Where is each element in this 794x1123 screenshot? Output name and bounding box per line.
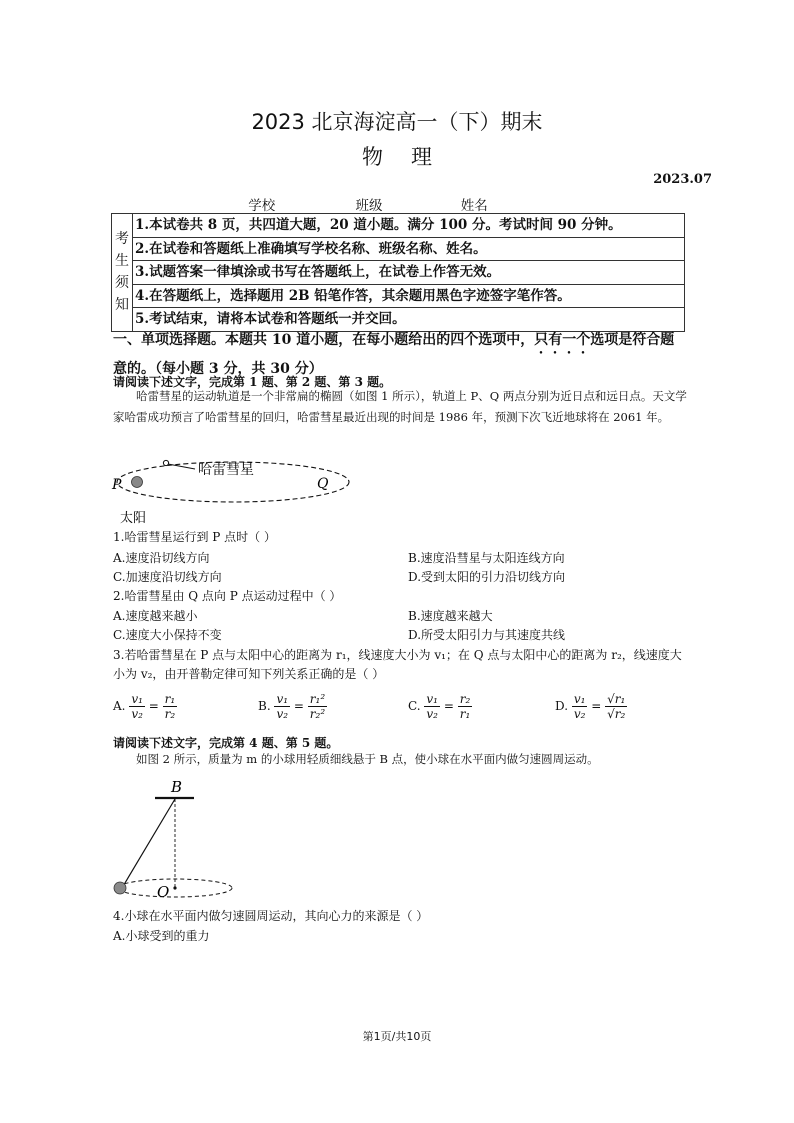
q4-option-a[interactable]: A.小球受到的重力 xyxy=(113,929,210,943)
denominator: r₂ xyxy=(164,707,176,721)
q-label: Q xyxy=(317,476,329,492)
school-label: 学校 xyxy=(248,198,276,214)
option-letter: D. xyxy=(555,699,569,713)
q2-option-b[interactable]: B.速度越来越大 xyxy=(408,609,493,623)
notice-item: 5.考试结束，请将本试卷和答题纸一并交回。 xyxy=(133,308,685,332)
question-1-stem: 1.哈雷彗星运行到 P 点时（ ） xyxy=(113,530,276,544)
section-heading-part: 选项是符合题意的。（每小题 3 分，共 30 分） xyxy=(113,332,675,377)
denominator: v₂ xyxy=(131,707,143,721)
fraction-v1-v2 xyxy=(129,692,145,721)
notice-item: 3.试题答案一律填涂或书写在答题纸上，在试卷上作答无效。 xyxy=(133,261,685,285)
denominator: v₂ xyxy=(573,707,586,721)
comet-label: 哈雷彗星 xyxy=(198,462,254,478)
q2-option-c[interactable]: C.速度大小保持不变 xyxy=(113,628,222,642)
comet-icon xyxy=(163,460,168,465)
fraction-r1-r2 xyxy=(163,692,178,721)
fraction-v1-v2 xyxy=(424,692,440,721)
figure-comet-orbit xyxy=(108,452,358,528)
reading-intro-2: 请阅读下述文字，完成第 4 题、第 5 题。 xyxy=(113,736,339,750)
fraction-sqrt-r1-r2 xyxy=(605,692,627,721)
student-info-line xyxy=(0,194,794,214)
q3-option-b[interactable] xyxy=(258,692,327,721)
numerator: r₂ xyxy=(459,692,471,706)
b-label: B xyxy=(171,778,183,796)
fraction-r1sq-r2sq xyxy=(308,692,327,721)
denominator: r₁ xyxy=(459,707,471,721)
figure-conical-pendulum xyxy=(108,774,244,900)
equals-sign: = xyxy=(443,699,454,713)
q1-option-c[interactable]: C.加速度沿切线方向 xyxy=(113,570,222,584)
q3-option-c[interactable] xyxy=(408,692,472,721)
subject-title: 物理 xyxy=(362,145,460,169)
question-3-stem-line2: 小为 v₂，由开普勒定律可知下列关系正确的是（ ） xyxy=(113,667,385,681)
denominator: r₂² xyxy=(309,707,326,721)
center-point xyxy=(173,886,176,889)
section-heading-part: 一、单项选择题。本题共 10 道小题，在每小题给出的四个选项中， xyxy=(113,332,535,348)
question-3-stem-line1: 3.若哈雷彗星在 P 点与太阳中心的距离为 r₁，线速度大小为 v₁；在 Q 点与太阳中心的距离为 r₂，线速度大 xyxy=(113,648,682,662)
q2-option-d[interactable]: D.所受太阳引力与其速度共线 xyxy=(408,628,566,642)
notice-head-char: 考 xyxy=(115,231,129,248)
numerator: r₁² xyxy=(309,692,326,706)
reading-passage: 哈雷彗星的运动轨道是一个非常扁的椭圆（如图 1 所示），轨道上 P、Q 两点分别为近日点和远日点。天文学家哈雷成功预言了哈雷彗星的回归，哈雷彗星最近出现的时间是 1986 年，预测下次飞近地球将在 2061 年。 xyxy=(113,389,687,424)
q1-option-a[interactable]: A.速度沿切线方向 xyxy=(113,551,210,565)
option-letter: C. xyxy=(408,699,421,713)
denominator: v₂ xyxy=(276,707,289,721)
sun-label: 太阳 xyxy=(120,511,147,526)
option-letter: A. xyxy=(113,699,126,713)
reading-intro: 请阅读下述文字，完成第 1 题、第 2 题、第 3 题。 xyxy=(113,375,392,389)
string-line xyxy=(122,799,175,888)
equals-sign: = xyxy=(293,699,304,713)
q3-option-a[interactable] xyxy=(113,692,177,721)
question-4-stem: 4.小球在水平面内做匀速圆周运动，其向心力的来源是（ ） xyxy=(113,909,429,923)
numerator: r₁ xyxy=(164,692,176,706)
q2-option-a[interactable]: A.速度越来越小 xyxy=(113,609,198,623)
numerator: √r₁ xyxy=(607,692,626,706)
q1-option-b[interactable]: B.速度沿彗星与太阳连线方向 xyxy=(408,551,565,565)
numerator: v₁ xyxy=(426,692,438,706)
exam-title: 2023 北京海淀高一（下）期末 xyxy=(251,110,543,134)
ball-icon xyxy=(114,882,126,894)
denominator: v₂ xyxy=(426,707,438,721)
notice-head-char: 生 xyxy=(115,253,129,270)
numerator: v₁ xyxy=(131,692,143,706)
notice-heading xyxy=(112,214,133,332)
page-number: 第1页/共10页 xyxy=(362,1030,432,1043)
equals-sign: = xyxy=(148,699,159,713)
school-blank xyxy=(275,199,337,214)
class-label: 班级 xyxy=(355,198,383,214)
name-label: 姓名 xyxy=(460,198,488,214)
denominator: √r₂ xyxy=(607,707,626,721)
option-letter: B. xyxy=(258,699,271,713)
equals-sign: = xyxy=(591,699,602,713)
fraction-v1-v2 xyxy=(572,692,588,721)
reading-passage-2: 如图 2 所示，质量为 m 的小球用轻质细线悬于 B 点，使小球在水平面内做匀速圆周运动。 xyxy=(136,752,599,766)
notice-table xyxy=(111,213,685,332)
fraction-v1-v2 xyxy=(274,692,290,721)
fraction-r2-r1 xyxy=(458,692,473,721)
name-blank xyxy=(488,199,546,214)
class-blank xyxy=(383,199,443,214)
question-2-stem: 2.哈雷彗星由 Q 点向 P 点运动过程中（ ） xyxy=(113,589,342,603)
o-label: O xyxy=(157,883,170,900)
numerator: v₁ xyxy=(573,692,586,706)
notice-item: 4.在答题纸上，选择题用 2B 铅笔作答，其余题用黑色字迹签字笔作答。 xyxy=(133,284,685,308)
comet-leader-line xyxy=(168,464,195,469)
notice-head-char: 须 xyxy=(115,275,129,292)
sun-icon xyxy=(132,477,143,488)
p-label: P xyxy=(112,477,122,493)
notice-item: 1.本试卷共 8 页，共四道大题，20 道小题。满分 100 分。考试时间 90 分钟。 xyxy=(133,214,685,238)
notice-head-char: 知 xyxy=(115,297,129,314)
q1-option-d[interactable]: D.受到太阳的引力沿切线方向 xyxy=(408,570,566,584)
notice-item: 2.在试卷和答题纸上准确填写学校名称、班级名称、姓名。 xyxy=(133,237,685,261)
section-heading-emphasis: 只有一个 xyxy=(534,332,591,348)
exam-date: 2023.07 xyxy=(653,172,712,187)
q3-option-d[interactable] xyxy=(555,692,627,721)
numerator: v₁ xyxy=(276,692,289,706)
